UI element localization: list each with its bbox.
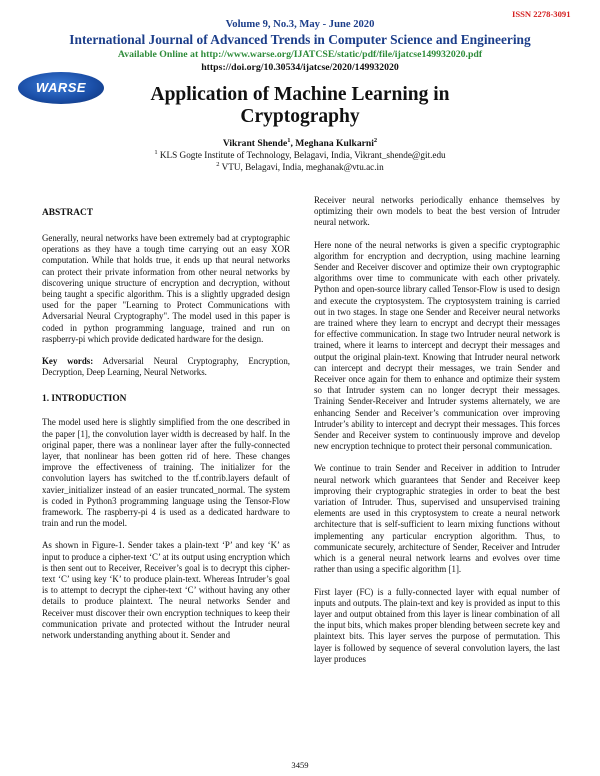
author-line bbox=[0, 138, 600, 149]
author-1-sup: 1 bbox=[287, 136, 291, 144]
introduction-heading: 1. INTRODUCTION bbox=[42, 394, 127, 405]
right-paragraph-3: We continue to train Sender and Receiver in addition to Intruder neural network which guarantees that Sender and Receiver keep improving their cryptographic strategies in order to beat the best variation of Intruder. Thus, supervised and unsupervised training elements are used in this cryptosystem to create a neural network architecture that is self-sufficient to learn mixing functions without implementing any particular encryption algorithm. Thus, to communicate securely, architecture of Sender, Receiver and Intruder which is a general neural network learns and evolves over time rather than using a specific algorithm [1]. bbox=[314, 463, 560, 575]
introduction-paragraph-2: As shown in Figure-1. Sender takes a plain-text ‘P’ and key ‘K’ as input to produce a cipher-text ‘C’ at its output using encryption which is then sent out to Receiver, Receiver’s goal is to decrypt this cipher-text ‘C’ using key ‘K’ to produce plain-text. Whereas Intruder’s goal is to attempt to decrypt the cipher-text ‘C’ without having any other details to produce plaintext. The neural networks Sender and Receiver must discover their own encryption techniques to keep their communication private and protected without the Intruder neural network understanding anything about it. Sender and bbox=[42, 540, 290, 641]
warse-logo-text: WARSE bbox=[35, 80, 87, 95]
abstract-text: Generally, neural networks have been extremely bad at cryptographic operations as they have a tough time carrying out an easy XOR computation. While that holds true, it ends up that neural networks can protect their private information from other neural networks by discovering unique structure of encryption and decryption, without being taught a specific algorithm. This is a slightly upgraded design used for the paper "Learning to Protect Communications with Adversarial Neural Cryptography". The model used in this paper is coded in python programming language, trained and run on raspberry-pi which provide dedicated hardware for the design. bbox=[42, 233, 290, 344]
affiliation-2 bbox=[0, 162, 600, 172]
right-paragraph-1: Receiver neural networks periodically enhance themselves by optimizing their own models to beat the best version of Intruder neural network. bbox=[314, 195, 560, 228]
keywords-text: Adversarial Neural Cryptography, Encryption, Decryption, Deep Learning, Neural Networks. bbox=[42, 356, 290, 378]
title-line-1: Application of Machine Learning in bbox=[150, 84, 450, 105]
right-column bbox=[314, 195, 560, 665]
affiliation-1 bbox=[0, 150, 600, 160]
keywords-paragraph bbox=[42, 356, 290, 378]
affiliation-1-sup: 1 bbox=[154, 148, 158, 156]
right-paragraph-2: Here none of the neural networks is given a specific cryptographic algorithm for encryption and decryption, using machine learning Sender and Receiver discover and optimize their own cryptographic algorithms over time to communicate with each other privately. Python and open-source library called Tensor-Flow is used to design and execute the cryptosystem. The cryptosystem training is carried out in two stages. In stage one Sender and Receiver neural networks are trained where they learn to encrypt and decrypt their messages for effective communication. In stage two Intruder neural network is trained, where it learns to intercept and decrypt their messages and output the original plain-text. Knowing that Intruder neural network can intercept and decrypt their messages, we train Sender and Receiver once again for them to enhance and optimize their system so that Intruder system can no longer decrypt their messages. Training Sender-Receiver and Intruder systems alternately, we are enhancing Sender and Receiver’s communication over improving Intruder’s ability to intercept and decrypt their messages. This forces Sender and Receiver system to continuously improve and develop new encryption technique to protect their personal communication. bbox=[314, 239, 560, 452]
volume-line: Volume 9, No.3, May - June 2020 bbox=[225, 19, 375, 30]
online-availability-link[interactable]: Available Online at http://www.warse.org/IJATCSE/static/pdf/file/ijatcse149932020.pdf bbox=[117, 49, 483, 60]
keywords-label: Key words: bbox=[42, 356, 94, 367]
journal-name: International Journal of Advanced Trends in Computer Science and Engineering bbox=[69, 32, 531, 47]
introduction-paragraph-1: The model used here is slightly simplified from the one described in the paper [1], the convolution layer width is decreased by half. In the original paper, there was a nonlinear layer after the fully-connected layer, that nonlinear has been gotten rid of here. These changes improve the effectiveness of training. The initializer for the convolution layers has switched to the tf.contrib.layers default of xavier_initializer instead of an easier truncated_normal. The system is coded in Python3 programming language using the Tensor-Flow framework. The raspberry-pi 4 is used as a dedicated hardware to train and run the model. bbox=[42, 417, 290, 529]
warse-logo bbox=[18, 72, 104, 104]
left-column bbox=[42, 208, 290, 641]
affiliation-2-text: VTU, Belagavi, India, meghanak@vtu.ac.in bbox=[219, 162, 384, 172]
author-1: Vikrant Shende bbox=[222, 138, 288, 149]
affiliation-2-sup: 2 bbox=[216, 160, 220, 168]
author-2-sup: 2 bbox=[373, 136, 378, 144]
abstract-heading: ABSTRACT bbox=[42, 208, 94, 218]
author-separator: , bbox=[290, 138, 296, 149]
issn-label: ISSN 2278-3091 bbox=[512, 9, 571, 19]
page-number: 3459 bbox=[291, 760, 309, 770]
affiliation-1-text: KLS Gogte Institute of Technology, Belagavi, India, Vikrant_shende@git.edu bbox=[157, 150, 446, 160]
title-line-2: Cryptography bbox=[240, 106, 360, 127]
paper-title bbox=[120, 84, 480, 128]
doi-link[interactable]: https://doi.org/10.30534/ijatcse/2020/149932020 bbox=[201, 62, 399, 73]
right-paragraph-4: First layer (FC) is a fully-connected layer with equal number of inputs and outputs. The plain-text and key is provided as input to this layer and output obtained from this layer is linear combination of all the input bits, which makes proper blending between secrete key and plaintext bits. This layer serves the purpose of permutation. This layer is followed by sequence of several convolution layers, the last layer produces bbox=[314, 586, 560, 664]
author-2: Meghana Kulkarni bbox=[295, 138, 374, 149]
